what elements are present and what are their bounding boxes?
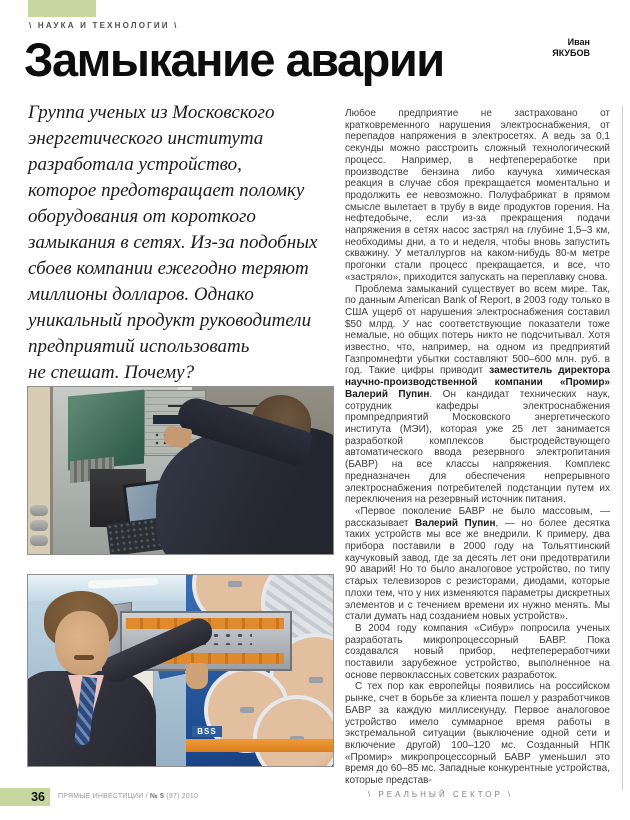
text-segment: Любое предприятие не застраховано от кратковременного нарушения электроснабжения, от перепадов напряжения в электросетях. А ведь за 0,1 секунды можно расстроить сложный технологический процесс. Например, в нефтепереработке при производстве бензина либо каучука химическая реакция в случае сбоя прекращается моментально и продолжить ее невозможно. Полуфабрикат в прямом смысле вылетает в трубу в виде продуктов горения. На нефтедобыче, если из-за прекращения подачи напряжения в сетях насос застрял на глубине 1,5–3 км, необходимы дни, а то и неделя, чтобы вновь запустить скважину. У металлургов на каком-нибудь 80-м метре прогонки стали процесс прекращается, и все, что «застряло», приходится запускать на переплавку снова.: [345, 108, 610, 283]
presenter-moustache-shape: [74, 655, 94, 660]
author-byline: [460, 37, 590, 59]
intro-line: не спешат. Почему?: [28, 362, 195, 383]
cable-connector-shape: [30, 535, 48, 546]
presenter-face-shape: [55, 611, 109, 675]
page-number-box: [0, 788, 50, 806]
panel-stripe-shape: [186, 739, 333, 752]
section-kicker: \ НАУКА И ТЕХНОЛОГИИ \: [29, 21, 179, 30]
intro-line: сбоев компании ежегодно теряют: [28, 258, 309, 279]
article-body: [345, 108, 610, 787]
cable-connector-shape: [30, 520, 48, 531]
magazine-footer: [58, 793, 198, 800]
intro-line: миллионы долларов. Однако: [28, 284, 254, 305]
panel-logo-badge: BSS: [192, 726, 222, 737]
author-last-name: ЯКУБОВ: [552, 48, 590, 58]
article-title: Замыкание аварии: [24, 33, 444, 86]
reel-pin-shape: [309, 677, 323, 683]
intro-line: которое предотвращает поломку: [28, 180, 305, 201]
text-segment: Проблема замыканий существует во всем мире. Так, по данным American Bank of Report, в 2003 году только в США ущерб от нарушения электроснабжения составил $50 млрд. У нас соответствующие показатели тоже немалые, но общих потерь никто не подсчитывал. Хотя известно, что, например, на одном из предприятий Газпромнефти убытки составляют 500–600 млн. руб. в год. Такие цифры приводит: [345, 283, 610, 377]
article-paragraph: [345, 284, 610, 506]
text-segment: В 2004 году компания «Сибур» попросила ученых разработать микропроцессорный БАВР. Пока создавался новый прибор, нефтепереработчики поставили зарубежное устройство, выполненное на основе первоклассных советских разработок.: [345, 622, 610, 681]
photo-presenter-with-device: [28, 575, 333, 766]
reel-pin-shape: [240, 707, 254, 713]
bold-text-segment: заместитель директора научно-производственной компании «Промир» Валерий Пупин: [345, 365, 610, 400]
bold-text-segment: Валерий Пупин: [415, 517, 496, 529]
text-segment: . Он кандидат технических наук, сотрудник кафедры электроснабжения промпредприятий Московского энергетического института (МЭИ), которая уже 25 лет занимается разработкой комплексов быстродействующего автоматического ввода резервного электропитания (БАВР) на все классы напряжения. Комплекс предназначен для обеспечения непрерывного электроснабжения потребителей подстанции путем их переключения на резервный источник питания.: [345, 388, 610, 506]
footer-section-label: \ РЕАЛЬНЫЙ СЕКТОР \: [368, 790, 514, 799]
intro-line: замыкания в сетях. Из-за подобных: [28, 232, 318, 253]
cable-connector-shape: [30, 505, 48, 516]
author-first-name: Иван: [567, 37, 590, 47]
article-paragraph: [345, 506, 610, 623]
reel-pin-shape: [228, 581, 242, 587]
column-rule: [622, 106, 623, 790]
article-paragraph: [345, 108, 610, 284]
intro-text: [28, 100, 330, 386]
article-paragraph: [345, 623, 610, 682]
intro-line: оборудования от короткого: [28, 206, 256, 227]
text-segment: «Первое поколение БАВР не было массовым, — рассказывает: [345, 505, 610, 529]
photo-engineer-electrical-cabinet: [28, 387, 333, 554]
page-number: 36: [31, 790, 45, 804]
intro-line: разработала устройство,: [28, 154, 242, 175]
issue-year: (97) 2010: [164, 793, 199, 800]
intro-line: энергетического института: [28, 128, 264, 149]
intro-line: уникальный продукт руководители: [28, 310, 312, 331]
text-segment: , — но более десятка таких устройств мы все же внедрили. К примеру, два прибора поставили в 2000 году на Тольяттинский каучуковый завод, где за десять лет они предотвратили 90 аварий! Но то было аналоговое устройство, по типу старых телевизоров с резисторами, диодами, которые плохи тем, что у них изменяются параметры дискретных элементов и с течением времени их нужно менять. Мы стали думать над созданием новых устройств».: [345, 517, 610, 623]
text-segment: С тех пор как европейцы появились на российском рынке, счет в борьбе за клиента пошел у разработчиков БАВР за каждую миллисекунду. Первое аналоговое устройство имело суммарное время работы в экстремальной ситуации (выключение одной сети и включение другой) 100–120 мс. Созданный НПК «Промир» микропроцессорный БАВР уменьшил это время до 60–85 мс. Западные конкурентные устройства, которые представ-: [345, 681, 610, 787]
issue-number: № 5: [149, 793, 165, 800]
section-color-tab: [28, 0, 96, 17]
article-paragraph: [345, 681, 610, 786]
magazine-name: ПРЯМЫЕ ИНВЕСТИЦИИ /: [58, 793, 150, 800]
intro-line: предприятий использовать: [28, 336, 250, 357]
intro-line: Группа ученых из Московского: [28, 102, 275, 123]
presenter-hand-shape: [186, 663, 208, 689]
